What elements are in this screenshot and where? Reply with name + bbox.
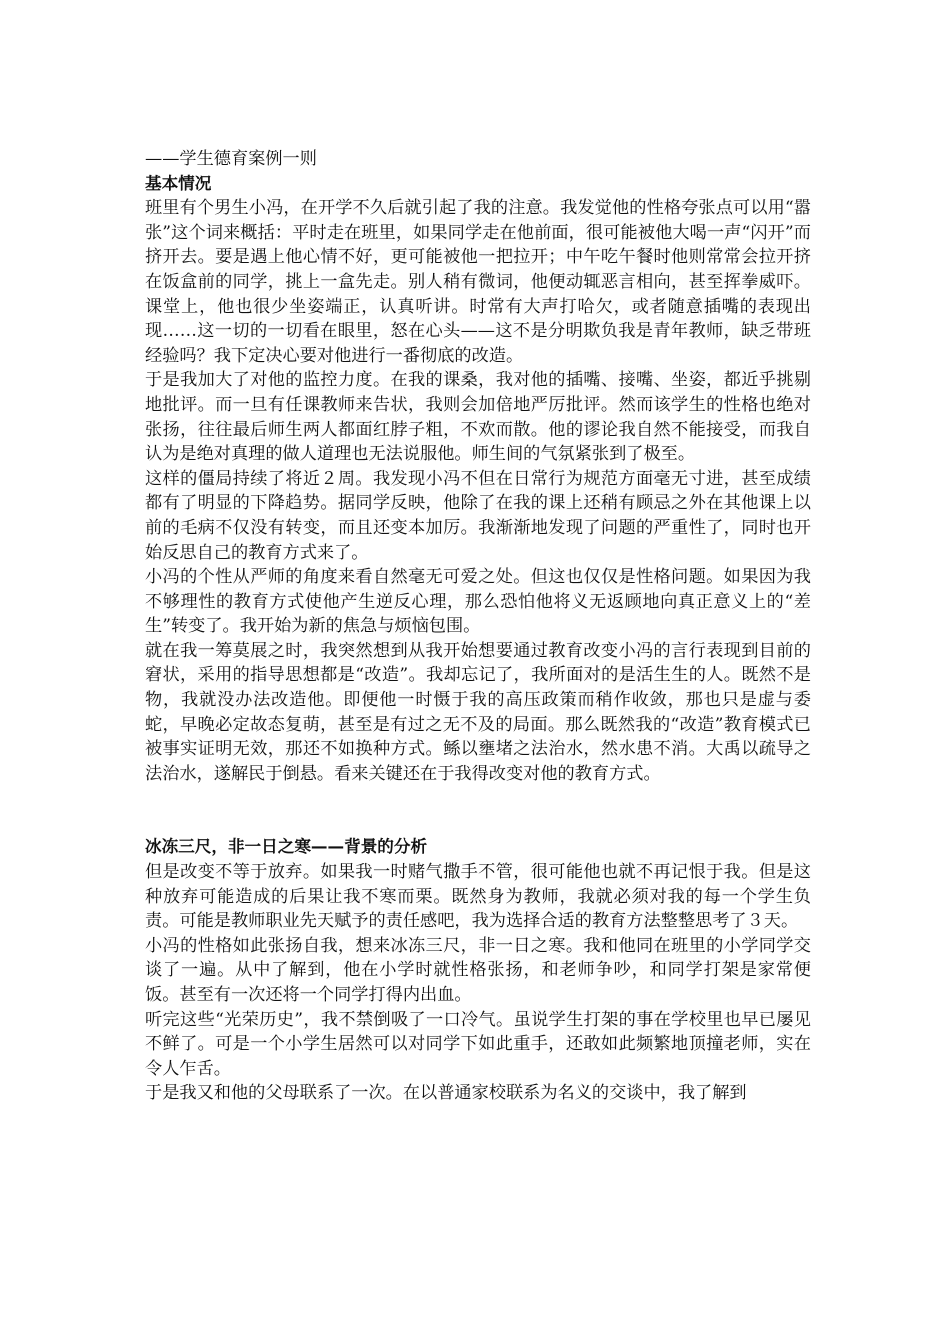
section-heading-basic-situation: 基本情况	[145, 173, 212, 193]
paragraph: 这样的僵局持续了将近２周。我发现小冯不但在日常行为规范方面毫无寸进，甚至成绩都有了明显的下降趋势。据同学反映，他除了在我的课上还稍有顾忌之外在其他课上以前的毛病不仅没有转变，而且还变本加厉。我渐渐地发现了问题的严重性了，同时也开始反思自己的教育方式来了。	[145, 468, 811, 563]
paragraph: 就在我一筹莫展之时，我突然想到从我开始想要通过教育改变小冯的言行表现到目前的窘状，采用的指导思想都是“改造”。我却忘记了，我所面对的是活生生的人。既然不是物，我就没办法改造他。即便他一时慑于我的高压政策而稍作收敛，那也只是虚与委蛇，早晚必定故态复萌，甚至是有过之无不及的局面。那么既然我的“改造”教育模式已被事实证明无效，那还不如换种方式。鲧以壅堵之法治水，然水患不消。大禹以疏导之法治水，遂解民于倒悬。看来关键还在于我得改变对他的教育方式。	[145, 640, 811, 784]
paragraph: 于是我加大了对他的监控力度。在我的课桑，我对他的插嘴、接嘴、坐姿，都近乎挑剔地批评。而一旦有任课教师来告状，我则会加倍地严厉批评。然而该学生的性格也绝对张扬，往往最后师生两人都面红脖子粗，不欢而散。他的谬论我自然不能接受，而我自认为是绝对真理的做人道理也无法说服他。师生间的气氛紧张到了极至。	[145, 370, 811, 465]
paragraph: 于是我又和他的父母联系了一次。在以普通家校联系为名义的交谈中，我了解到	[145, 1083, 747, 1104]
paragraph: 班里有个男生小冯，在开学不久后就引起了我的注意。我发觉他的性格夸张点可以用“嚣张”这个词来概括：平时走在班里，如果同学走在他前面，很可能被他大喝一声“闪开”而挤开去。要是遇上他心情不好，更可能被他一把拉开；中午吃午餐时他则常常会拉开挤在饭盒前的同学，挑上一盒先走。别人稍有微词，他便动辄恶言相向，甚至挥拳威吓。课堂上，他也很少坐姿端正，认真听讲。时常有大声打哈欠，或者随意插嘴的表现出现……这一切的一切看在眼里，怒在心头——这不是分明欺负我是青年教师，缺乏带班经验吗？我下定决心要对他进行一番彻底的改造。	[145, 198, 811, 366]
document-subtitle: ——学生德育案例一则	[145, 149, 317, 169]
section-heading-background-analysis: 冰冻三尺，非一日之寒——背景的分析	[145, 837, 428, 857]
paragraph: 小冯的性格如此张扬自我，想来冰冻三尺，非一日之寒。我和他同在班里的小学同学交谈了一遍。从中了解到，他在小学时就性格张扬，和老师争吵，和同学打架是家常便饭。甚至有一次还将一个同学打得内出血。	[145, 935, 811, 1005]
paragraph: 小冯的个性从严师的角度来看自然毫无可爱之处。但这也仅仅是性格问题。如果因为我不够理性的教育方式使他产生逆反心理，那么恐怕他将义无返顾地向真正意义上的“差生”转变了。我开始为新的焦急与烦恼包围。	[145, 567, 811, 637]
paragraph: 但是改变不等于放弃。如果我一时赌气撒手不管，很可能他也就不再记恨于我。但是这种放弃可能造成的后果让我不寒而栗。既然身为教师，我就必须对我的每一个学生负责。可能是教师职业先天赋予的责任感吧，我为选择合适的教育方法整整思考了３天。	[145, 862, 811, 932]
section-spacer	[145, 786, 811, 835]
document-page	[145, 147, 811, 1106]
paragraph: 听完这些“光荣历史”，我不禁倒吸了一口冷气。虽说学生打架的事在学校里也早已屡见不鲜了。可是一个小学生居然可以对同学下如此重手，还敢如此频繁地顶撞老师，实在令人乍舌。	[145, 1009, 811, 1079]
